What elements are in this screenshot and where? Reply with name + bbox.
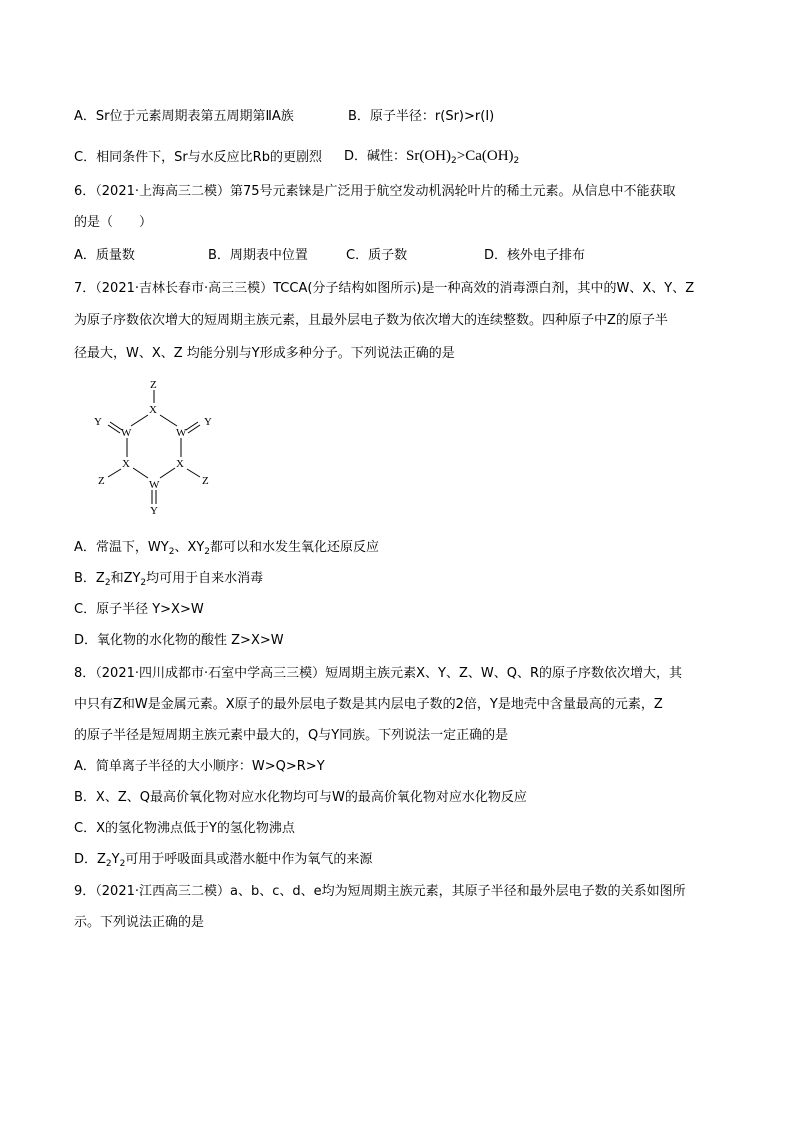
atom-w-right: W — [176, 427, 187, 439]
q8-option-d-pre: D．Z — [74, 852, 106, 867]
q7-option-c: C．原子半径 Y>X>W — [74, 602, 204, 617]
q7-option-b-sub1: 2 — [104, 578, 111, 588]
q7-option-a-mid: 、XY — [174, 540, 205, 555]
q6-stem-line1: 6．（2021·上海高三二模）第75号元素铼是广泛用于航空发动机涡轮叶片的稀土元素。从信息中不能获取 — [74, 184, 676, 199]
q8-option-a: A．简单离子半径的大小顺序：W>Q>R>Y — [74, 759, 325, 774]
q7-option-d: D．氧化物的水化物的酸性 Z>X>W — [74, 633, 284, 648]
q7-option-a-post: 都可以和水发生氧化还原反应 — [210, 540, 380, 555]
q5-option-b: B．原子半径：r(Sr)>r(I) — [348, 109, 495, 124]
q7-stem-line1: 7．（2021·吉林长春市·高三三模）TCCA(分子结构如图所示)是一种高效的消毒漂白剂，其中的W、X、Y、Z — [74, 281, 695, 296]
q8-stem-line1: 8．（2021·四川成都市·石室中学高三三模）短周期主族元素X、Y、Z、W、Q、R的原子序数依次增大，其 — [74, 666, 682, 681]
atom-x-right: X — [176, 458, 184, 470]
q8-option-d-sub2: 2 — [119, 859, 126, 869]
q6-option-c: C．质子数 — [346, 248, 408, 263]
atom-w-bottom: W — [149, 479, 160, 491]
q5-option-d-ca: >Ca(OH) — [456, 148, 514, 164]
q7-option-b-sub2: 2 — [140, 578, 147, 588]
q7-stem-line3: 径最大，W、X、Z 均能分别与Y形成多种分子。下列说法正确的是 — [74, 346, 455, 361]
q6-stem-line2: 的是（ ） — [74, 215, 153, 230]
atom-x-left: X — [122, 458, 130, 470]
q7-option-b-post: 均可用于自来水消毒 — [146, 571, 264, 586]
q7-option-a-pre: A．常温下，WY — [74, 540, 169, 555]
q7-stem-line2: 为原子序数依次增大的短周期主族元素，且最外层电子数为依次增大的连续整数。四种原子中Z的原子半 — [74, 313, 668, 328]
q5-option-c: C．相同条件下，Sr与水反应比Rb的更剧烈 — [74, 150, 322, 165]
q8-option-d-sub1: 2 — [105, 859, 112, 869]
q8-option-c: C．X的氢化物沸点低于Y的氢化物沸点 — [74, 821, 295, 836]
q5-option-a: A．Sr位于元素周期表第五周期第ⅡA族 — [74, 109, 294, 124]
q7-option-b-mid: 和ZY — [110, 571, 141, 586]
q9-stem-line1: 9．（2021·江西高三二模）a、b、c、d、e均为短周期主族元素，其原子半径和最外层电子数的关系如图所 — [74, 884, 686, 899]
q8-stem-line2: 中只有Z和W是金属元素。X原子的最外层电子数是其内层电子数的2倍，Y是地壳中含量最高的元素，Z — [74, 697, 663, 712]
q9-stem-line2: 示。下列说法正确的是 — [74, 915, 205, 930]
q7-option-a-sub1: 2 — [168, 547, 175, 557]
tcca-structure-diagram — [88, 378, 228, 518]
q8-option-d — [74, 851, 372, 869]
atom-y-left: Y — [94, 416, 102, 428]
q7-option-b — [74, 570, 263, 588]
atom-z-top: Z — [150, 379, 157, 391]
q6-option-d: D．核外电子排布 — [484, 248, 586, 263]
atom-y-right: Y — [204, 416, 212, 428]
q5-option-d-sub2: 2 — [513, 156, 520, 166]
atom-x-top: X — [149, 404, 157, 416]
q8-option-d-mid: Y — [111, 852, 120, 867]
q5-option-d-sub1: 2 — [451, 156, 457, 166]
q5-option-d-prefix: D．碱性： — [344, 149, 407, 164]
q7-option-a-sub2: 2 — [204, 547, 211, 557]
q8-option-d-post: 可用于呼吸面具或潜水艇中作为氧气的来源 — [125, 852, 373, 867]
q8-stem-line3: 的原子半径是短周期主族元素中最大的，Q与Y同族。下列说法一定正确的是 — [74, 728, 509, 743]
q8-option-b: B．X、Z、Q最高价氧化物对应水化物均可与W的最高价氧化物对应水化物反应 — [74, 790, 527, 805]
q6-option-a: A．质量数 — [74, 248, 135, 263]
atom-y-bottom: Y — [150, 505, 158, 517]
q7-option-a — [74, 539, 379, 557]
atom-z-right: Z — [202, 475, 209, 487]
q5-option-d-sr: Sr(OH) — [406, 148, 452, 164]
atom-w-left: W — [121, 427, 132, 439]
q6-option-b: B．周期表中位置 — [208, 248, 308, 263]
q7-option-b-pre: B．Z — [74, 571, 105, 586]
q5-option-d — [344, 147, 519, 166]
atom-z-left: Z — [98, 475, 105, 487]
